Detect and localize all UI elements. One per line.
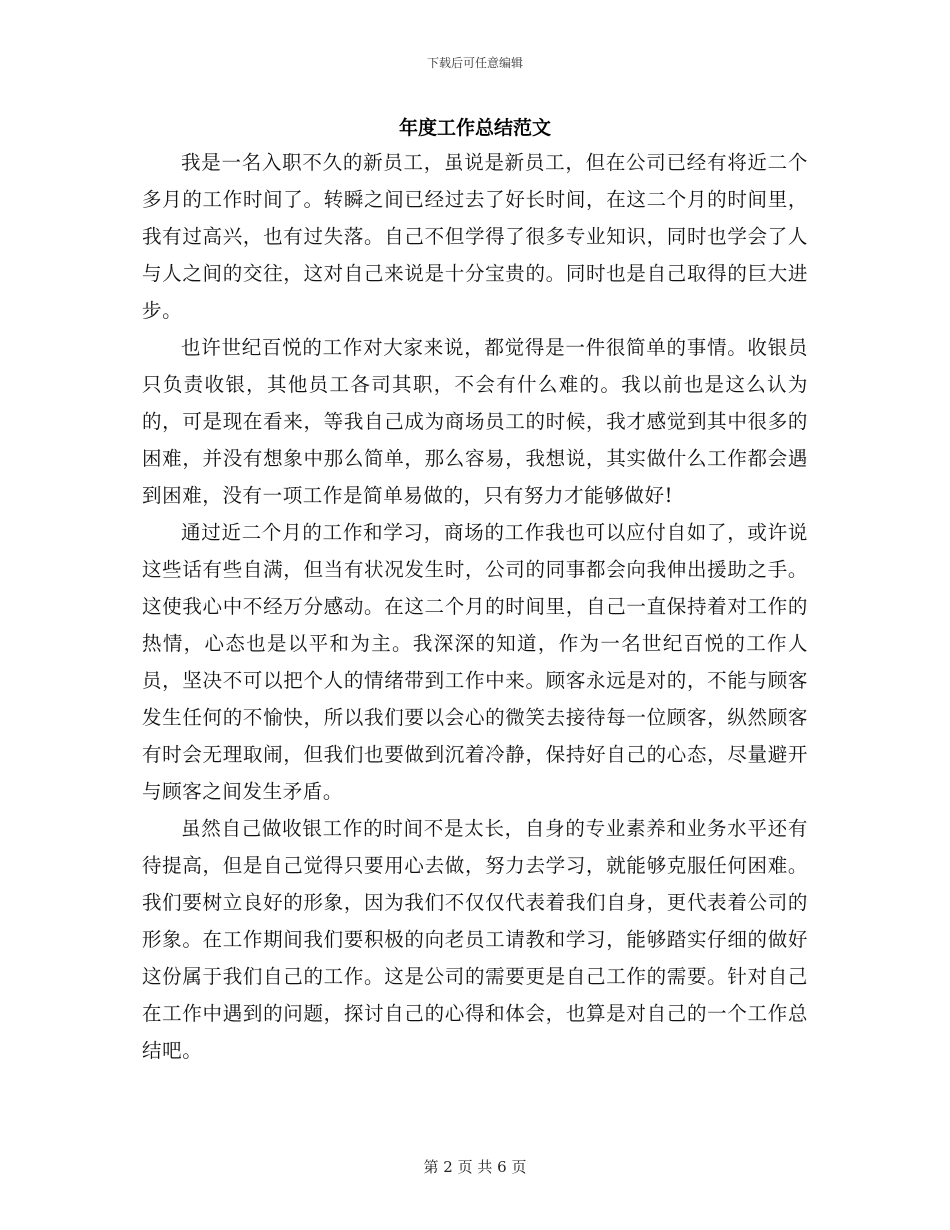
page-number: 第 2 页 共 6 页 [423, 1158, 527, 1176]
paragraph-4: 虽然自己做收银工作的时间不是太长，自身的专业素养和业务水平还有待提高，但是自己觉得只要用心去做，努力去学习，就能够克服任何困难。我们要树立良好的形象，因为我们不仅仅代表着我们自身，更代表着公司的形象。在工作期间我们要积极的向老员工请教和学习，能够踏实仔细的做好这份属于我们自己的工作。这是公司的需要更是自己工作的需要。针对自己在工作中遇到的问题，探讨自己的心得和体会，也算是对自己的一个工作总结吧。 [142, 817, 808, 1062]
paragraph-1: 我是一名入职不久的新员工，虽说是新员工，但在公司已经有将近二个多月的工作时间了。转瞬之间已经过去了好长时间，在这二个月的时间里，我有过高兴，也有过失落。自己不但学得了很多专业知识，同时也学会了人与人之间的交往，这对自己来说是十分宝贵的。同时也是自己取得的巨大进步。 [142, 151, 808, 322]
document-title: 年度工作总结范文 [398, 117, 551, 139]
header-note: 下载后可任意编辑 [426, 56, 523, 70]
paragraph-2: 也许世纪百悦的工作对大家来说，都觉得是一件很简单的事情。收银员只负责收银，其他员工各司其职，不会有什么难的。我以前也是这么认为的，可是现在看来，等我自己成为商场员工的时候，我才感觉到其中很多的困难，并没有想象中那么简单，那么容易，我想说，其实做什么工作都会遇到困难，没有一项工作是简单易做的，只有努力才能够做好! [142, 336, 808, 507]
document-body [142, 144, 808, 1069]
paragraph-3: 通过近二个月的工作和学习，商场的工作我也可以应付自如了，或许说这些话有些自满，但当有状况发生时，公司的同事都会向我伸出援助之手。这使我心中不经万分感动。在这二个月的时间里，自己一直保持着对工作的热情，心态也是以平和为主。我深深的知道，作为一名世纪百悦的工作人员，坚决不可以把个人的情绪带到工作中来。顾客永远是对的，不能与顾客发生任何的不愉快，所以我们要以会心的微笑去接待每一位顾客，纵然顾客有时会无理取闹，但我们也要做到沉着冷静，保持好自己的心态，尽量避开与顾客之间发生矛盾。 [142, 521, 808, 803]
